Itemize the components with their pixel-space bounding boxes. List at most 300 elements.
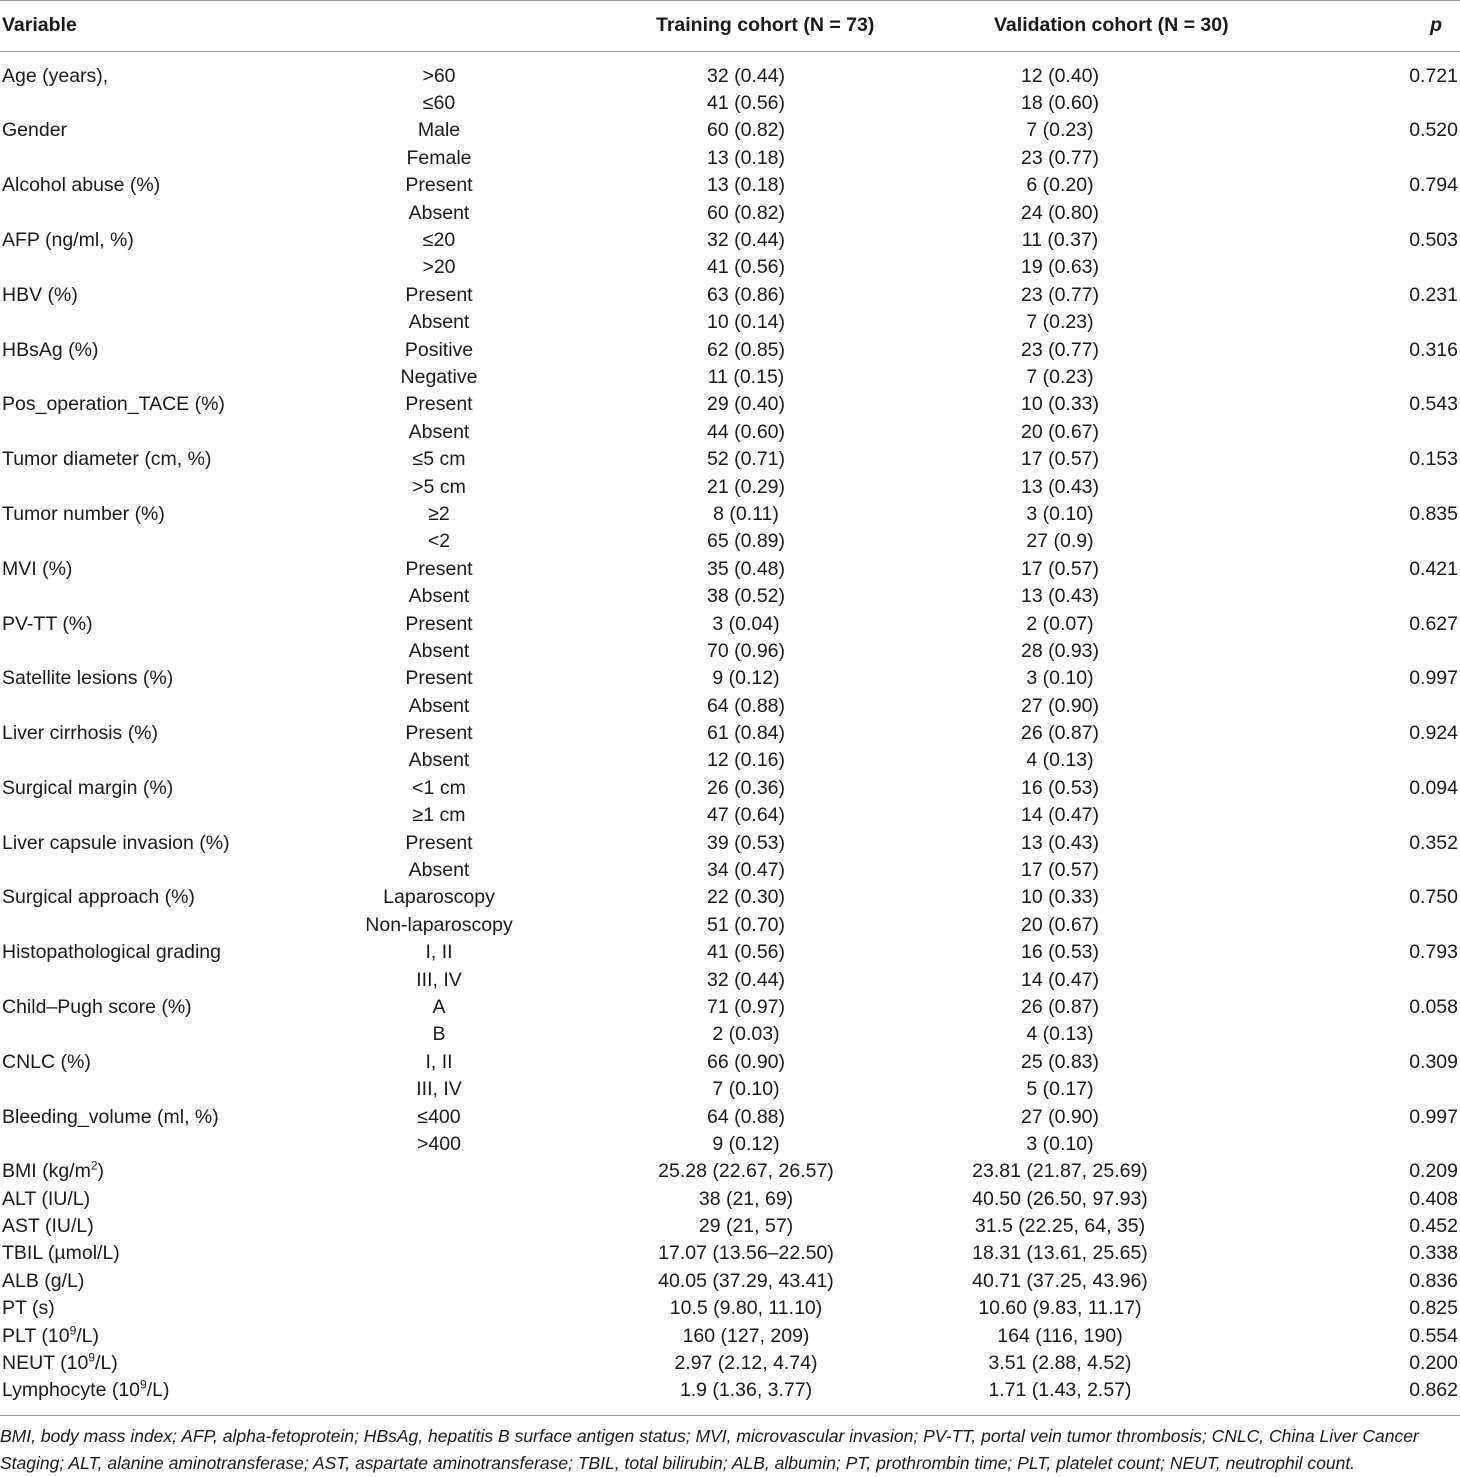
validation-value: 26 (0.87): [1020, 995, 1100, 1018]
training-value: 41 (0.56): [706, 92, 786, 115]
training-value: 39 (0.53): [706, 831, 786, 854]
cell-p-value: [1290, 199, 1460, 226]
cell-training: [548, 1021, 970, 1048]
variable-label: Pos_operation_TACE (%): [2, 393, 225, 416]
cell-level: Non-laparoscopy: [365, 913, 513, 936]
cell-level: [330, 1349, 548, 1376]
training-value: 2.97 (2.12, 4.74): [674, 1352, 818, 1375]
cell-p-value: 0.836: [1409, 1269, 1458, 1292]
cell-validation: [970, 829, 1290, 856]
cell-level: Absent: [408, 585, 470, 608]
validation-value: 40.71 (37.25, 43.96): [972, 1269, 1148, 1292]
cell-validation: [970, 884, 1290, 911]
cell-validation: [970, 391, 1290, 418]
validation-value: 3 (0.10): [1026, 667, 1094, 690]
validation-value: 10.60 (9.83, 11.17): [978, 1297, 1142, 1320]
validation-value: 13 (0.43): [1020, 585, 1100, 608]
cell-validation: [970, 1349, 1290, 1376]
training-value: 44 (0.60): [706, 420, 786, 443]
cell-variable: [0, 1349, 330, 1376]
cell-variable: [0, 582, 330, 609]
validation-value: 14 (0.47): [1020, 804, 1100, 827]
variable-label: Tumor diameter (cm, %): [2, 448, 212, 471]
cell-p-value: [1290, 89, 1460, 116]
cell-p-value: [1290, 856, 1460, 883]
cell-level: Laparoscopy: [383, 886, 495, 909]
variable-suffix: /L): [76, 1324, 100, 1347]
cell-validation: [970, 911, 1290, 938]
cell-p-value: [1290, 473, 1460, 500]
cell-level: [330, 1185, 548, 1212]
cell-variable: [0, 309, 330, 336]
cell-training: [548, 199, 970, 226]
training-value: 9 (0.12): [712, 1132, 780, 1155]
table-footnote: BMI, body mass index; AFP, alpha-fetoprotein; HBsAg, hepatitis B surface antigen status; MVI, microvascular invasion; PV-TT, portal vein tumor thrombosis; CNLC, China Liver Cancer Staging; ALT, alanine aminotransferase; AST, aspartate aminotransferase; TBIL, total bilirubin; ALB, albumin; PT, prothrombin time; PLT, platelet count; NEUT, neutrophil count.: [0, 1426, 1419, 1473]
cell-variable: [0, 1322, 330, 1349]
table-row: [0, 966, 1460, 993]
validation-value: 10 (0.33): [1020, 393, 1100, 416]
cell-level: Present: [405, 667, 473, 690]
cell-level: I, II: [425, 1050, 453, 1073]
training-value: 60 (0.82): [706, 201, 786, 224]
cell-validation: [970, 966, 1290, 993]
cell-validation: [970, 637, 1290, 664]
cell-level: [330, 1377, 548, 1404]
variable-label: PV-TT (%): [2, 612, 93, 635]
cell-variable: [0, 1377, 330, 1404]
training-value: 29 (21, 57): [698, 1215, 794, 1238]
cell-variable: [0, 500, 330, 527]
cell-p-value: [1290, 1021, 1460, 1048]
cell-variable: [0, 1185, 330, 1212]
table-row: [0, 281, 1460, 308]
cell-validation: [970, 1130, 1290, 1157]
training-value: 64 (0.88): [706, 1105, 786, 1128]
cell-level: ≤20: [422, 229, 456, 252]
cell-training: [548, 802, 970, 829]
validation-value: 27 (0.9): [1026, 530, 1094, 553]
cell-level: Positive: [404, 338, 474, 361]
cell-training: [548, 254, 970, 281]
cell-variable: [0, 856, 330, 883]
cell-variable: [0, 610, 330, 637]
header-p: p: [1430, 14, 1442, 36]
cell-validation: [970, 117, 1290, 144]
cell-training: [548, 226, 970, 253]
cell-p-value: 0.997: [1409, 667, 1458, 690]
cell-training: [548, 1295, 970, 1322]
validation-value: 27 (0.90): [1020, 694, 1100, 717]
variable-label: ALT (IU/L): [2, 1187, 91, 1210]
validation-value: 17 (0.57): [1020, 557, 1100, 580]
cell-variable: [0, 473, 330, 500]
cell-variable: [0, 1240, 330, 1267]
cell-level: <1 cm: [412, 776, 466, 799]
table-row: [0, 391, 1460, 418]
table-row: [0, 1240, 1460, 1267]
cell-p-value: [1290, 528, 1460, 555]
table-body: [0, 51, 1460, 1404]
table-row: [0, 500, 1460, 527]
table-row: [0, 89, 1460, 116]
training-value: 41 (0.56): [706, 941, 786, 964]
cell-validation: [970, 582, 1290, 609]
variable-label: HBV (%): [2, 283, 78, 306]
training-value: 11 (0.15): [707, 365, 785, 388]
training-value: 26 (0.36): [706, 776, 786, 799]
cell-validation: [970, 610, 1290, 637]
validation-value: 7 (0.23): [1026, 311, 1094, 334]
table-row: [0, 939, 1460, 966]
cell-training: [548, 89, 970, 116]
table-row: [0, 692, 1460, 719]
cell-p-value: 0.793: [1409, 941, 1458, 964]
cell-training: [548, 1240, 970, 1267]
cell-validation: [970, 692, 1290, 719]
variable-label: Lymphocyte (10: [2, 1379, 141, 1402]
cell-training: [548, 911, 970, 938]
variable-label: CNLC (%): [2, 1050, 91, 1073]
cell-p-value: 0.835: [1409, 502, 1458, 525]
training-value: 25.28 (22.67, 26.57): [658, 1160, 834, 1183]
table-row: [0, 911, 1460, 938]
cell-training: [548, 1075, 970, 1102]
variable-label: Satellite lesions (%): [2, 667, 174, 690]
cell-variable: [0, 172, 330, 199]
cell-validation: [970, 336, 1290, 363]
variable-label: Liver cirrhosis (%): [2, 722, 159, 745]
variable-label: Alcohol abuse (%): [2, 174, 161, 197]
variable-label: Age (years),: [2, 64, 109, 87]
validation-value: 2 (0.07): [1026, 612, 1094, 635]
cell-level: B: [432, 1023, 446, 1046]
training-value: 70 (0.96): [706, 639, 786, 662]
cell-training: [548, 993, 970, 1020]
cell-validation: [970, 1103, 1290, 1130]
cell-p-value: 0.924: [1409, 722, 1458, 745]
cell-level: Present: [405, 612, 473, 635]
cell-p-value: 0.316: [1409, 338, 1458, 361]
table-row: [0, 363, 1460, 390]
header-validation: Validation cohort (N = 30): [994, 14, 1229, 36]
table-row: [0, 1103, 1460, 1130]
cell-p-value: 0.452: [1409, 1215, 1458, 1238]
validation-value: 10 (0.33): [1020, 886, 1100, 909]
cell-variable: [0, 336, 330, 363]
cell-p-value: 0.231: [1409, 283, 1458, 306]
cell-level: III, IV: [416, 1078, 462, 1101]
training-value: 35 (0.48): [706, 557, 786, 580]
table-row: [0, 829, 1460, 856]
cell-training: [548, 692, 970, 719]
header-training: Training cohort (N = 73): [656, 14, 875, 36]
table-row: [0, 637, 1460, 664]
cell-level: Present: [405, 283, 473, 306]
validation-value: 31.5 (22.25, 64, 35): [974, 1215, 1146, 1238]
cell-validation: [970, 500, 1290, 527]
cell-training: [548, 939, 970, 966]
validation-value: 13 (0.43): [1020, 831, 1100, 854]
cell-variable: [0, 747, 330, 774]
variable-label: TBIL (µmol/L): [2, 1242, 120, 1265]
training-value: 62 (0.85): [706, 338, 786, 361]
training-value: 32 (0.44): [706, 968, 786, 991]
cell-training: [548, 719, 970, 746]
training-value: 3 (0.04): [712, 612, 780, 635]
cell-validation: [970, 144, 1290, 171]
table-row: [0, 582, 1460, 609]
cell-validation: [970, 254, 1290, 281]
validation-value: 6 (0.20): [1026, 174, 1094, 197]
cell-validation: [970, 1267, 1290, 1294]
cell-level: Absent: [408, 859, 470, 882]
training-value: 64 (0.88): [706, 694, 786, 717]
variable-superscript: 9: [69, 1323, 77, 1338]
cell-variable: [0, 1103, 330, 1130]
validation-value: 3 (0.10): [1026, 1132, 1094, 1155]
cell-p-value: [1290, 254, 1460, 281]
cell-variable: [0, 89, 330, 116]
cell-training: [548, 1349, 970, 1376]
table-row: [0, 1130, 1460, 1157]
cell-level: Absent: [408, 201, 470, 224]
table-row: [0, 1158, 1460, 1185]
table-row: [0, 1267, 1460, 1294]
cell-p-value: 0.520: [1409, 119, 1458, 142]
cell-level: III, IV: [416, 968, 462, 991]
table-row: [0, 1212, 1460, 1239]
validation-value: 17 (0.57): [1020, 859, 1100, 882]
cell-validation: [970, 172, 1290, 199]
training-value: 13 (0.18): [706, 146, 786, 169]
cell-level: Present: [405, 831, 473, 854]
cell-level: Negative: [400, 365, 478, 388]
cell-p-value: 0.543: [1409, 393, 1458, 416]
cell-validation: [970, 856, 1290, 883]
training-value: 34 (0.47): [706, 859, 786, 882]
table-row: [0, 528, 1460, 555]
cell-validation: [970, 473, 1290, 500]
cell-training: [548, 1322, 970, 1349]
cell-variable: [0, 1212, 330, 1239]
validation-value: 40.50 (26.50, 97.93): [972, 1187, 1148, 1210]
cell-training: [548, 856, 970, 883]
cell-validation: [970, 1322, 1290, 1349]
validation-value: 25 (0.83): [1020, 1050, 1100, 1073]
cell-training: [548, 391, 970, 418]
cell-variable: [0, 254, 330, 281]
training-value: 32 (0.44): [706, 229, 786, 252]
cell-level: Absent: [408, 311, 470, 334]
cell-p-value: 0.338: [1409, 1242, 1458, 1265]
training-value: 61 (0.84): [706, 722, 786, 745]
cell-training: [548, 774, 970, 801]
variable-label: HBsAg (%): [2, 338, 99, 361]
cell-training: [548, 51, 970, 89]
variable-label: BMI (kg/m: [2, 1160, 91, 1183]
training-value: 47 (0.64): [706, 804, 786, 827]
training-value: 41 (0.56): [706, 256, 786, 279]
cell-validation: [970, 1240, 1290, 1267]
cell-p-value: [1290, 802, 1460, 829]
validation-value: 23 (0.77): [1020, 283, 1100, 306]
validation-value: 3.51 (2.88, 4.52): [988, 1352, 1132, 1375]
table-row: [0, 1295, 1460, 1322]
table-row: [0, 610, 1460, 637]
training-value: 52 (0.71): [706, 448, 786, 471]
table-row: [0, 144, 1460, 171]
cell-p-value: 0.825: [1409, 1297, 1458, 1320]
cell-training: [548, 117, 970, 144]
cell-validation: [970, 993, 1290, 1020]
training-value: 17.07 (13.56–22.50): [658, 1242, 834, 1265]
cell-variable: [0, 226, 330, 253]
table-row: [0, 665, 1460, 692]
cell-p-value: [1290, 309, 1460, 336]
cell-validation: [970, 418, 1290, 445]
table-row: [0, 172, 1460, 199]
header-level: [330, 0, 548, 51]
training-value: 65 (0.89): [706, 530, 786, 553]
table-row: [0, 309, 1460, 336]
cell-p-value: 0.721: [1409, 64, 1458, 87]
training-value: 51 (0.70): [706, 913, 786, 936]
header-row: [0, 0, 1460, 51]
variable-suffix: /L): [146, 1379, 170, 1402]
cell-training: [548, 966, 970, 993]
training-value: 10 (0.14): [706, 311, 786, 334]
cell-validation: [970, 1021, 1290, 1048]
cell-variable: [0, 1021, 330, 1048]
cell-variable: [0, 199, 330, 226]
validation-value: 4 (0.13): [1026, 1023, 1094, 1046]
training-value: 38 (21, 69): [698, 1187, 794, 1210]
cell-level: ≤5 cm: [412, 448, 466, 471]
cell-variable: [0, 719, 330, 746]
cell-level: Present: [405, 174, 473, 197]
cell-p-value: [1290, 692, 1460, 719]
variable-label: ALB (g/L): [2, 1269, 85, 1292]
cell-variable: [0, 1158, 330, 1185]
validation-value: 3 (0.10): [1026, 502, 1094, 525]
cell-variable: [0, 829, 330, 856]
validation-value: 20 (0.67): [1020, 913, 1100, 936]
cell-validation: [970, 51, 1290, 89]
cell-validation: [970, 226, 1290, 253]
variable-label: Gender: [2, 119, 68, 142]
validation-value: 5 (0.17): [1026, 1078, 1094, 1101]
variable-label: Surgical margin (%): [2, 776, 174, 799]
validation-value: 24 (0.80): [1020, 201, 1100, 224]
table-row: [0, 418, 1460, 445]
cell-validation: [970, 747, 1290, 774]
training-value: 10.5 (9.80, 11.10): [669, 1297, 823, 1320]
validation-value: 16 (0.53): [1020, 941, 1100, 964]
cell-validation: [970, 774, 1290, 801]
cell-training: [548, 1158, 970, 1185]
cell-training: [548, 144, 970, 171]
cell-validation: [970, 1075, 1290, 1102]
header-variable: Variable: [2, 14, 77, 36]
table-row: [0, 1322, 1460, 1349]
table-row: [0, 1075, 1460, 1102]
cell-level: [330, 1212, 548, 1239]
cell-training: [548, 336, 970, 363]
cell-level: Absent: [408, 749, 470, 772]
variable-label: AFP (ng/ml, %): [2, 229, 134, 252]
variable-label: PLT (10: [2, 1324, 70, 1347]
cell-training: [548, 528, 970, 555]
training-value: 63 (0.86): [706, 283, 786, 306]
validation-value: 14 (0.47): [1020, 968, 1100, 991]
cell-validation: [970, 719, 1290, 746]
bottom-rule: [0, 1415, 1460, 1416]
cell-validation: [970, 939, 1290, 966]
training-value: 38 (0.52): [706, 585, 786, 608]
cell-training: [548, 500, 970, 527]
training-value: 40.05 (37.29, 43.41): [658, 1269, 834, 1292]
cell-validation: [970, 281, 1290, 308]
cell-training: [548, 172, 970, 199]
cell-level: [330, 1158, 548, 1185]
cell-training: [548, 1048, 970, 1075]
table-row: [0, 993, 1460, 1020]
cell-validation: [970, 528, 1290, 555]
cell-validation: [970, 89, 1290, 116]
cell-level: ≤60: [422, 92, 456, 115]
variable-superscript: 9: [88, 1350, 96, 1365]
training-value: 13 (0.18): [706, 174, 786, 197]
cell-variable: [0, 637, 330, 664]
cell-p-value: 0.421: [1409, 557, 1458, 580]
validation-value: 17 (0.57): [1020, 448, 1100, 471]
cell-training: [548, 747, 970, 774]
cell-training: [548, 1130, 970, 1157]
table-row: [0, 719, 1460, 746]
training-value: 22 (0.30): [706, 886, 786, 909]
cell-p-value: 0.997: [1409, 1105, 1458, 1128]
cell-validation: [970, 1048, 1290, 1075]
cell-variable: [0, 363, 330, 390]
cell-p-value: 0.058: [1409, 995, 1458, 1018]
cell-training: [548, 281, 970, 308]
cell-variable: [0, 939, 330, 966]
cell-p-value: [1290, 637, 1460, 664]
cell-level: [330, 1267, 548, 1294]
table-row: [0, 1349, 1460, 1376]
validation-value: 12 (0.40): [1020, 64, 1100, 87]
cell-level: [330, 1240, 548, 1267]
validation-value: 7 (0.23): [1026, 365, 1094, 388]
cell-training: [548, 829, 970, 856]
cell-variable: [0, 528, 330, 555]
cell-variable: [0, 445, 330, 472]
cell-validation: [970, 1158, 1290, 1185]
training-value: 8 (0.11): [713, 502, 779, 525]
cell-level: A: [432, 995, 446, 1018]
variable-label: Tumor number (%): [2, 502, 165, 525]
validation-value: 27 (0.90): [1020, 1105, 1100, 1128]
training-value: 9 (0.12): [712, 667, 780, 690]
cell-training: [548, 309, 970, 336]
cell-validation: [970, 555, 1290, 582]
table-row: [0, 1377, 1460, 1404]
training-value: 32 (0.44): [706, 64, 786, 87]
cell-level: Present: [405, 393, 473, 416]
cell-level: Absent: [408, 420, 470, 443]
cell-p-value: 0.503: [1409, 229, 1458, 252]
table-row: [0, 51, 1460, 89]
